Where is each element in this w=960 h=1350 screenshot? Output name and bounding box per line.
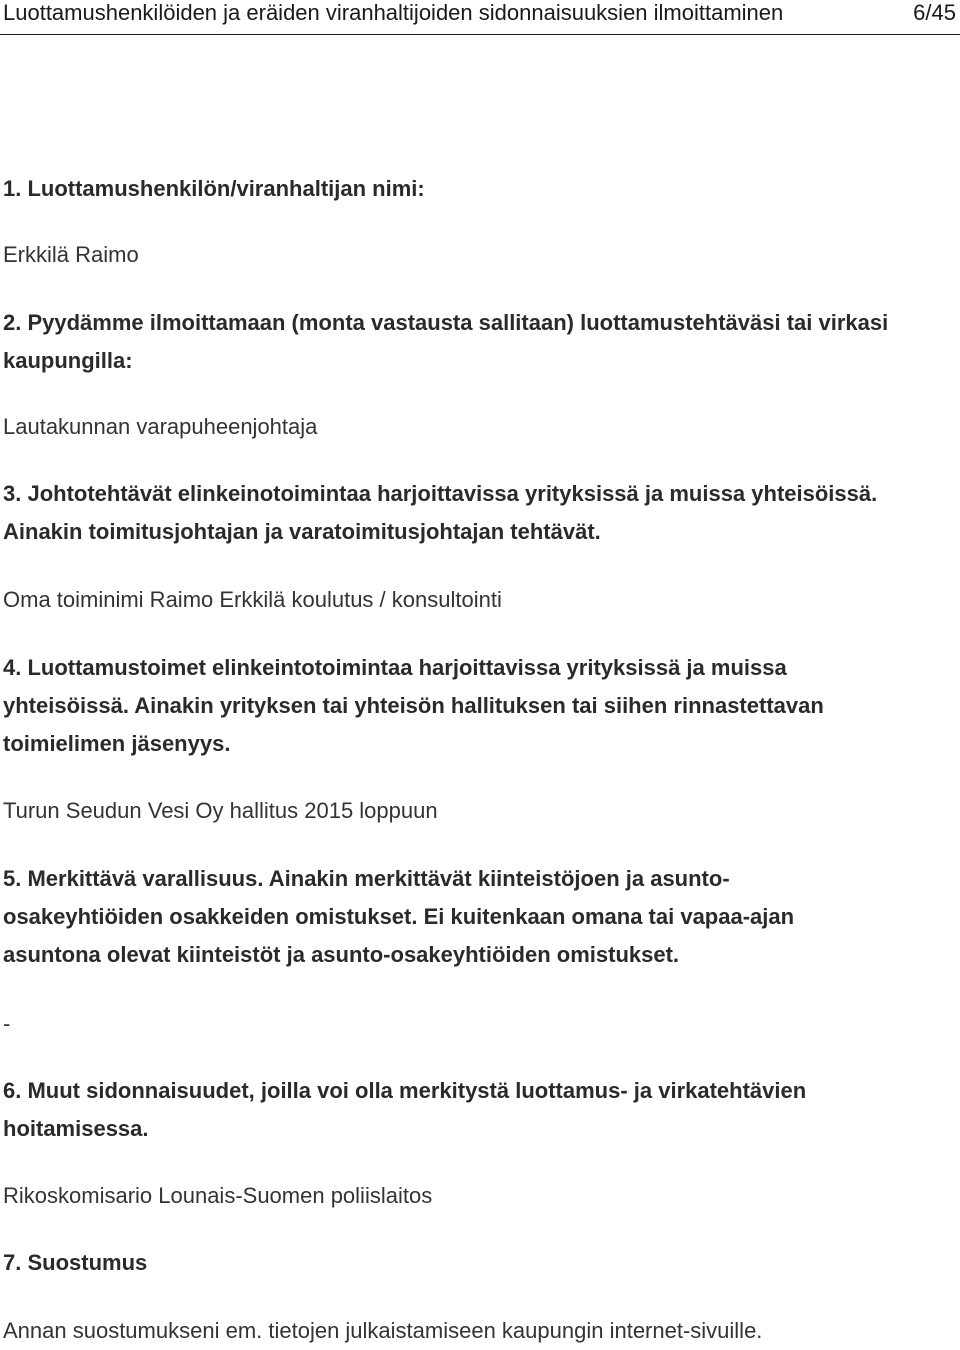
question-6: 6. Muut sidonnaisuudet, joilla voi olla merkitystä luottamus- ja virkatehtävien hoitamisessa.: [3, 1078, 807, 1141]
answer-7: Annan suostumukseni em. tietojen julkaistamiseen kaupungin internet-sivuille.: [3, 1318, 763, 1343]
document-title: Luottamushenkilöiden ja eräiden viranhaltijoiden sidonnaisuuksien ilmoittaminen: [3, 0, 784, 25]
question-2: 2. Pyydämme ilmoittamaan (monta vastausta sallitaan) luottamustehtäväsi tai virkasi kaupungilla:: [3, 310, 889, 373]
question-5: 5. Merkittävä varallisuus. Ainakin merkittävät kiinteistöjoen ja asunto-osakeyhtiöiden osakkeiden omistukset. Ei kuitenkaan omana tai vapaa-ajan asuntona olevat kiinteistöt ja asunto-osakeyhtiöiden omistukset.: [3, 866, 795, 967]
answer-6: Rikoskomisario Lounais-Suomen poliislaitos: [3, 1183, 433, 1208]
question-7: 7. Suostumus: [3, 1250, 148, 1275]
page-header: [0, 0, 960, 36]
answer-5: -: [3, 1011, 11, 1036]
answer-1: Erkkilä Raimo: [3, 242, 139, 267]
answer-4: Turun Seudun Vesi Oy hallitus 2015 loppuun: [3, 798, 438, 823]
header-divider: [0, 34, 960, 35]
question-1: 1. Luottamushenkilön/viranhaltijan nimi:: [3, 176, 425, 201]
answer-3: Oma toiminimi Raimo Erkkilä koulutus / konsultointi: [3, 587, 502, 612]
question-3: 3. Johtotehtävät elinkeinotoimintaa harjoittavissa yrityksissä ja muissa yhteisöissä. Ainakin toimitusjohtajan ja varatoimitusjohtajan tehtävät.: [3, 481, 878, 544]
answer-2: Lautakunnan varapuheenjohtaja: [3, 414, 318, 439]
question-4: 4. Luottamustoimet elinkeintotoimintaa harjoittavissa yrityksissä ja muissa yhteisöissä. Ainakin yrityksen tai yhteisön hallituksen tai siihen rinnastettavan toimielimen jäsenyys.: [3, 655, 824, 756]
page-number: 6/45: [913, 0, 956, 25]
